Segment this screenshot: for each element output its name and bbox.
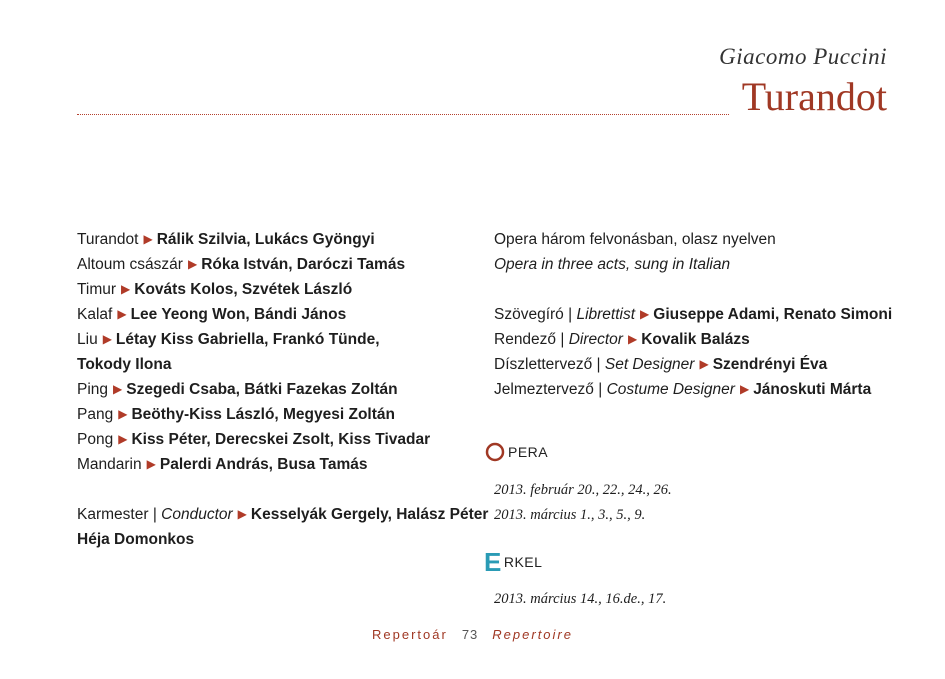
performer-names: Kováts Kolos, Szvétek László bbox=[134, 281, 353, 298]
role-label: Mandarin bbox=[77, 456, 142, 473]
performer-names: Lee Yeong Won, Bándi János bbox=[130, 306, 347, 323]
date-line: 2013. február 20., 22., 24., 26. bbox=[494, 482, 672, 498]
role-label: Kalaf bbox=[77, 306, 113, 323]
role-label: Szövegíró bbox=[494, 306, 564, 323]
role-label-en: Conductor bbox=[161, 506, 233, 523]
triangle-arrow-icon: ▶ bbox=[118, 432, 128, 446]
performer-names: Szegedi Csaba, Bátki Fazekas Zoltán bbox=[126, 381, 398, 398]
venue-logo-opera bbox=[484, 441, 548, 463]
role-label-en: Librettist bbox=[576, 306, 636, 323]
cast-row-kalaf bbox=[77, 302, 488, 327]
creative-row-costume-designer bbox=[494, 377, 892, 402]
performer-names: Róka István, Daróczi Tamás bbox=[201, 256, 406, 273]
cast-row-altoum bbox=[77, 252, 488, 277]
triangle-arrow-icon: ▶ bbox=[146, 457, 156, 471]
performer-names: Tokody Ilona bbox=[77, 356, 172, 373]
triangle-arrow-icon: ▶ bbox=[102, 332, 112, 346]
conductor-row bbox=[77, 502, 488, 527]
spacer bbox=[494, 277, 892, 302]
cast-list bbox=[77, 227, 488, 552]
triangle-arrow-icon: ▶ bbox=[699, 357, 709, 371]
cast-row-pong bbox=[77, 427, 488, 452]
venue-name-rest: RKEL bbox=[503, 554, 543, 570]
triangle-arrow-icon: ▶ bbox=[118, 407, 128, 421]
conductor-names: Héja Domonkos bbox=[77, 531, 195, 548]
role-label: Pang bbox=[77, 406, 114, 423]
conductor-names: Kesselyák Gergely, Halász Péter bbox=[250, 506, 489, 523]
triangle-arrow-icon: ▶ bbox=[739, 382, 750, 396]
role-label: Pong bbox=[77, 431, 114, 448]
creative-row-librettist bbox=[494, 302, 892, 327]
date-line: 2013. március 1., 3., 5., 9. bbox=[494, 507, 646, 523]
creative-row-set-designer bbox=[494, 352, 892, 377]
cast-row-pang bbox=[77, 402, 488, 427]
venue-name-rest: PERA bbox=[508, 444, 549, 460]
triangle-arrow-icon: ▶ bbox=[640, 307, 650, 321]
dotted-divider bbox=[77, 114, 729, 115]
description-hu: Opera három felvonásban, olasz nyelven bbox=[494, 231, 776, 248]
triangle-arrow-icon: ▶ bbox=[187, 257, 198, 271]
triangle-arrow-icon: ▶ bbox=[143, 232, 153, 246]
triangle-arrow-icon: ▶ bbox=[117, 307, 127, 321]
footer-right-label: Repertoire bbox=[492, 627, 573, 642]
composer-name: Giacomo Puccini bbox=[719, 44, 887, 69]
role-label: Rendező bbox=[494, 331, 557, 348]
role-label: Ping bbox=[77, 381, 109, 398]
spacer bbox=[77, 477, 488, 502]
role-label: Jelmeztervező bbox=[494, 381, 594, 398]
role-label-en: Set Designer bbox=[604, 356, 695, 373]
page-footer bbox=[0, 627, 945, 642]
role-label: Díszlettervező bbox=[494, 356, 593, 373]
date-line: 2013. március 14., 16.de., 17. bbox=[494, 591, 667, 607]
role-label: Altoum császár bbox=[77, 256, 183, 273]
cast-row-turandot bbox=[77, 227, 488, 252]
role-label-en: Costume Designer bbox=[606, 381, 735, 398]
role-label-en: Director bbox=[568, 331, 623, 348]
creative-row-director bbox=[494, 327, 892, 352]
description-en: Opera in three acts, sung in Italian bbox=[494, 256, 731, 273]
creative-names: Szendrényi Éva bbox=[712, 356, 828, 373]
performer-names: Kiss Péter, Derecskei Zsolt, Kiss Tivadar bbox=[131, 431, 431, 448]
performer-names: Létay Kiss Gabriella, Frankó Tünde, bbox=[115, 331, 380, 348]
separator: | bbox=[560, 331, 565, 348]
cast-row-liu bbox=[77, 327, 488, 352]
cast-row-mandarin bbox=[77, 452, 488, 477]
creative-names: Kovalik Balázs bbox=[641, 331, 750, 348]
venue-logo-erkel bbox=[484, 549, 542, 575]
triangle-arrow-icon: ▶ bbox=[627, 332, 638, 346]
cast-row-liu-continuation bbox=[77, 352, 488, 377]
performer-names: Beöthy-Kiss László, Megyesi Zoltán bbox=[131, 406, 395, 423]
separator: | bbox=[568, 306, 573, 323]
footer-left-label: Repertoár bbox=[372, 627, 448, 642]
separator: | bbox=[598, 381, 603, 398]
triangle-arrow-icon: ▶ bbox=[121, 282, 131, 296]
opera-dates bbox=[494, 478, 672, 528]
erkel-dates bbox=[494, 587, 666, 612]
cast-row-timur bbox=[77, 277, 488, 302]
separator: | bbox=[596, 356, 601, 373]
opera-o-icon bbox=[484, 441, 506, 463]
triangle-arrow-icon: ▶ bbox=[113, 382, 123, 396]
creative-names: Jánoskuti Márta bbox=[753, 381, 872, 398]
cast-row-ping bbox=[77, 377, 488, 402]
performer-names: Rálik Szilvia, Lukács Gyöngyi bbox=[156, 231, 375, 248]
erkel-e-icon: E bbox=[484, 547, 502, 577]
role-label: Liu bbox=[77, 331, 98, 348]
triangle-arrow-icon: ▶ bbox=[237, 507, 247, 521]
role-label: Timur bbox=[77, 281, 117, 298]
performer-names: Palerdi András, Busa Tamás bbox=[159, 456, 368, 473]
separator: | bbox=[152, 506, 157, 523]
page-title: Turandot bbox=[741, 74, 887, 119]
role-label: Turandot bbox=[77, 231, 139, 248]
production-info bbox=[494, 227, 892, 402]
creative-names: Giuseppe Adami, Renato Simoni bbox=[653, 306, 893, 323]
page-number: 73 bbox=[461, 627, 479, 642]
conductor-row-continuation bbox=[77, 527, 488, 552]
role-label: Karmester bbox=[77, 506, 149, 523]
